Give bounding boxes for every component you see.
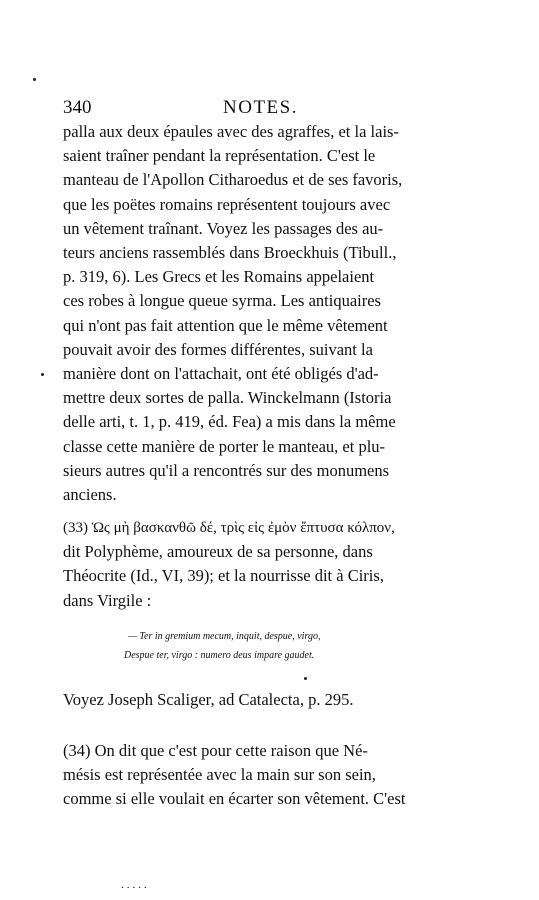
text-line: mésis est représentée avec la main sur son sein, bbox=[63, 765, 376, 785]
text-line: dit Polyphème, amoureux de sa personne, dans bbox=[63, 542, 373, 562]
text-line: mettre deux sortes de palla. Winckelmann (Istoria bbox=[63, 388, 392, 408]
quote-line: — Ter in gremium mecum, inquit, despue, virgo, bbox=[128, 631, 321, 642]
text-line: anciens. bbox=[63, 485, 117, 505]
ink-speck bbox=[41, 373, 44, 376]
text-line: delle arti, t. 1, p. 419, éd. Fea) a mis dans la même bbox=[63, 412, 396, 432]
text-line: comme si elle voulait en écarter son vêtement. C'est bbox=[63, 789, 406, 809]
note-33 bbox=[63, 516, 455, 613]
text-line: dans Virgile : bbox=[63, 590, 152, 610]
text-line: qui n'ont pas fait attention que le même vêtement bbox=[63, 315, 388, 335]
latin-quotation bbox=[124, 627, 444, 665]
text-line: manière dont on l'attachait, ont été obligés d'ad- bbox=[63, 364, 379, 384]
text-line: Voyez Joseph Scaliger, ad Catalecta, p. 295. bbox=[63, 690, 354, 709]
text-line: que les poëtes romains représentent toujours avec bbox=[63, 194, 391, 214]
scaliger-reference bbox=[63, 688, 455, 712]
text-line: un vêtement traînant. Voyez les passages des au- bbox=[63, 218, 384, 238]
text-line: saient traîner pendant la représentation. C'est le bbox=[63, 146, 376, 166]
text-line: (34) On dit que c'est pour cette raison que Né- bbox=[63, 741, 368, 760]
paragraph-palla bbox=[63, 120, 455, 507]
text-line: ces robes à longue queue syrma. Les antiquaires bbox=[63, 291, 381, 311]
text-line: manteau de l'Apollon Citharoedus et de ses favoris, bbox=[63, 170, 403, 190]
ink-speck bbox=[304, 677, 307, 680]
note-34 bbox=[63, 739, 455, 812]
ink-speck bbox=[33, 78, 36, 81]
quote-line: Despue ter, virgo : numero deus impare gaudet. bbox=[124, 650, 315, 661]
footer-dots: ..... bbox=[121, 879, 150, 891]
page-header bbox=[63, 96, 455, 120]
greek-quote-line: (33) Ὡς μὴ βασκανθῶ δέ, τρὶς εἰς ἐμὸν ἔπτυσα κόλπον, bbox=[63, 520, 395, 536]
text-line: classe cette manière de porter le manteau, et plu- bbox=[63, 436, 386, 456]
text-line: sieurs autres qu'il a rencontrés sur des monumens bbox=[63, 460, 390, 480]
page-number: 340 bbox=[63, 97, 92, 118]
text-line: palla aux deux épaules avec des agraffes, et la lais- bbox=[63, 122, 399, 141]
text-line: Théocrite (Id., VI, 39); et la nourrisse dit à Ciris, bbox=[63, 566, 384, 586]
text-line: p. 319, 6). Les Grecs et les Romains appelaient bbox=[63, 267, 375, 287]
text-line: teurs anciens rassemblés dans Broeckhuis (Tibull., bbox=[63, 243, 397, 263]
text-line: pouvait avoir des formes différentes, suivant la bbox=[63, 339, 373, 359]
running-title: NOTES. bbox=[223, 97, 298, 118]
